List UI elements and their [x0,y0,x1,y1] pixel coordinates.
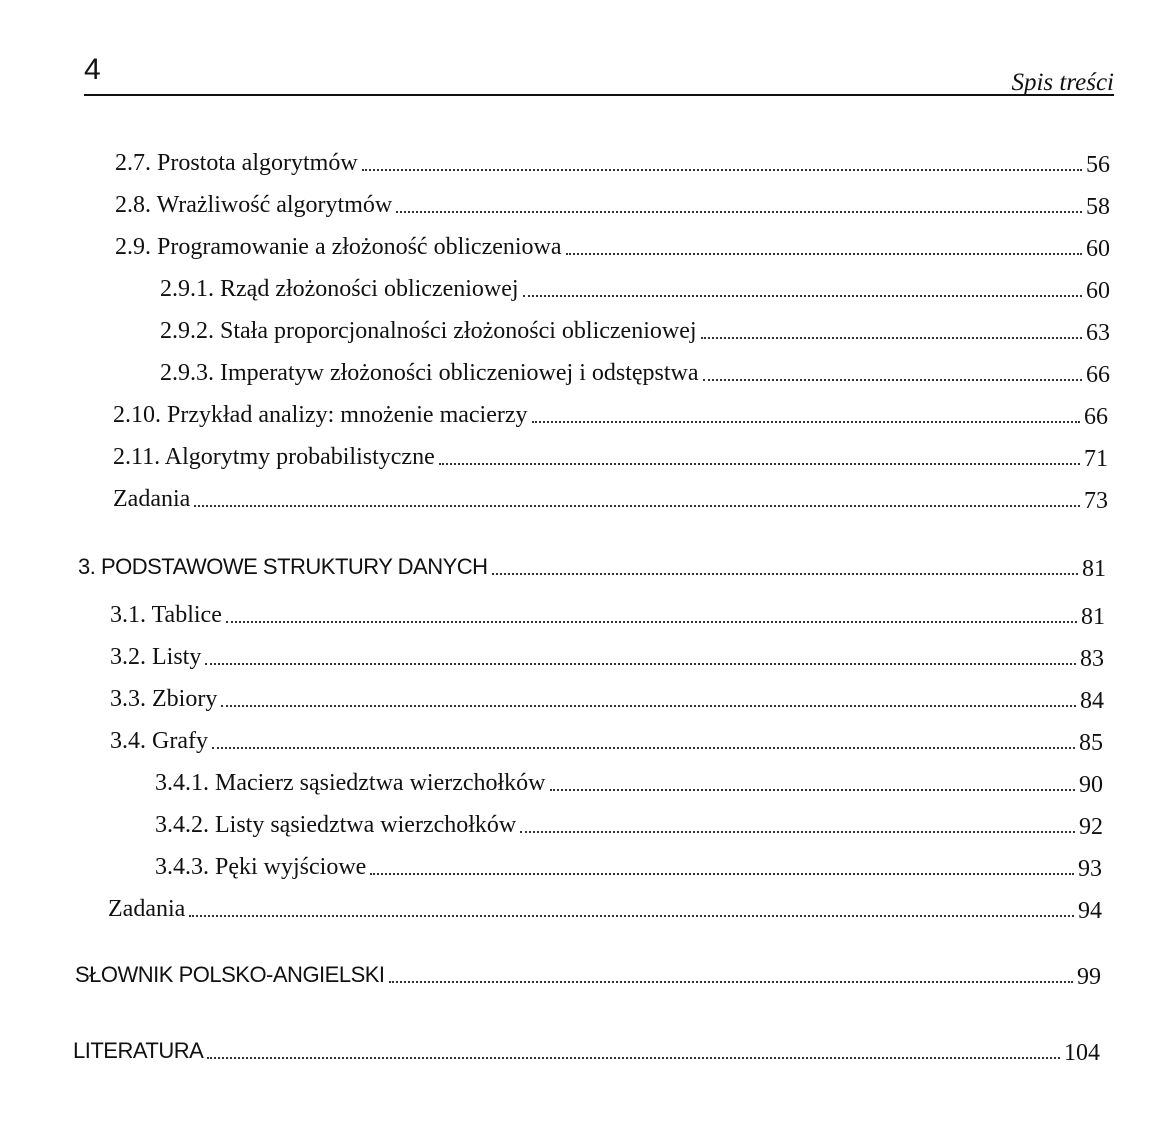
toc-entry-page: 71 [1084,446,1108,472]
dot-leader [221,705,1076,707]
toc-entry-page: 99 [1077,964,1101,990]
toc-entry [113,434,1108,474]
toc-entry-label: 2.9.3. Imperatyw złożoności obliczeniowej i odstępstwa [160,360,699,386]
toc-entry [160,266,1110,306]
toc-entry-label: SŁOWNIK POLSKO-ANGIELSKI [75,962,385,987]
toc-entry-label: 2.9. Programowanie a złożoność obliczeniowa [115,234,562,260]
toc-entry-page: 63 [1086,320,1110,346]
toc-entry-label: 3.1. Tablice [110,602,222,628]
toc-entry [115,182,1110,222]
toc-entry-label: 3.4. Grafy [110,728,208,754]
toc-entry-label: 3.2. Listy [110,644,202,670]
dot-leader [520,831,1075,833]
dot-leader [226,621,1077,623]
toc-entry-label: 3.4.1. Macierz sąsiedztwa wierzchołków [155,770,546,796]
toc-entry-page: 56 [1086,152,1110,178]
dot-leader [703,379,1082,381]
dot-leader [205,663,1076,665]
toc-entry-label: 3. PODSTAWOWE STRUKTURY DANYCH [78,554,488,579]
dot-leader [396,211,1082,213]
toc-entry-page: 83 [1080,646,1104,672]
toc-entry [155,802,1103,842]
toc-entry-label: Zadania [108,896,186,922]
dot-leader [439,463,1080,465]
toc-entry-page: 58 [1086,194,1110,220]
toc-entry-label: LITERATURA [73,1038,204,1063]
toc-entry [110,592,1105,632]
toc-entry-label: Zadania [113,486,191,512]
toc-entry [110,718,1103,758]
toc-entry-page: 66 [1084,404,1108,430]
toc-entry [113,392,1108,432]
toc-entry [160,308,1110,348]
toc-entry-label: 2.7. Prostota algorytmów [115,150,358,176]
toc-entry-label: 3.4.2. Listy sąsiedztwa wierzchołków [155,812,517,838]
dot-leader [492,573,1078,575]
toc-entry-page: 84 [1080,688,1104,714]
toc-entry-page: 60 [1086,236,1110,262]
dot-leader [370,873,1074,875]
running-head: Spis treści [1011,69,1114,96]
toc-entry [155,844,1102,884]
toc-entry [115,140,1110,180]
toc-entry-label: 2.11. Algorytmy probabilistyczne [113,444,435,470]
toc-entry [113,476,1108,516]
toc-entry-label: 3.4.3. Pęki wyjściowe [155,854,367,880]
toc-entry [108,886,1102,926]
toc-entry-label: 2.10. Przykład analizy: mnożenie macierzy [113,402,528,428]
toc-entry-page: 90 [1079,772,1103,798]
toc-chapter-entry [75,952,1101,992]
dot-leader [566,253,1082,255]
dot-leader [532,421,1080,423]
dot-leader [194,505,1080,507]
page-number: 4 [84,53,101,86]
toc-entry-label: 2.9.2. Stała proporcjonalności złożoności obliczeniowej [160,318,697,344]
toc-entry-page: 81 [1081,604,1105,630]
toc-entry-label: 3.3. Zbiory [110,686,218,712]
dot-leader [523,295,1082,297]
toc-entry-page: 93 [1078,856,1102,882]
toc-entry [160,350,1110,390]
dot-leader [207,1057,1060,1059]
toc-entry [115,224,1110,264]
toc-entry-page: 104 [1064,1040,1100,1066]
dot-leader [189,915,1074,917]
dot-leader [550,789,1075,791]
toc-entry [155,760,1103,800]
dot-leader [212,747,1075,749]
toc-entry-page: 81 [1082,556,1106,582]
toc-entry [110,634,1104,674]
toc-entry-page: 85 [1079,730,1103,756]
dot-leader [389,981,1073,983]
toc-entry-page: 60 [1086,278,1110,304]
dot-leader [362,169,1082,171]
toc-entry [110,676,1104,716]
toc-entry-label: 2.8. Wrażliwość algorytmów [115,192,393,218]
toc-chapter-entry [78,544,1106,584]
toc-entry-label: 2.9.1. Rząd złożoności obliczeniowej [160,276,519,302]
toc-entry-page: 66 [1086,362,1110,388]
toc-entry-page: 73 [1084,488,1108,514]
dot-leader [701,337,1082,339]
toc-entry-page: 94 [1078,898,1102,924]
toc-chapter-entry [73,1028,1100,1068]
toc-entry-page: 92 [1079,814,1103,840]
